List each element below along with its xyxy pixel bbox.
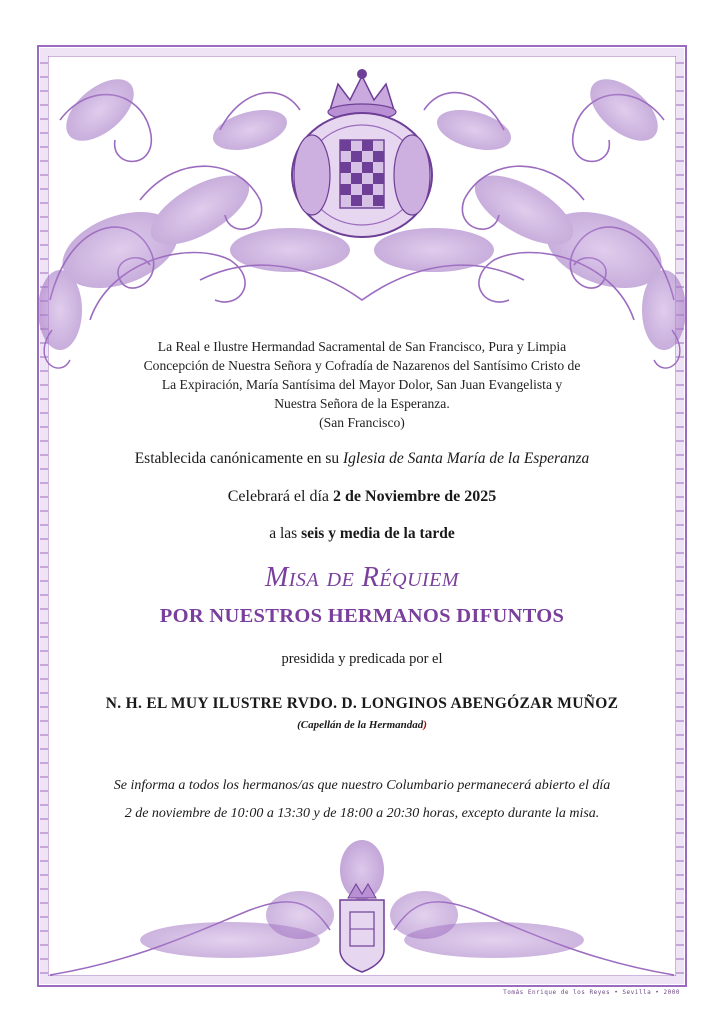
time-line [60, 525, 664, 543]
brotherhood-line: Nuestra Señora de la Esperanza. [274, 396, 450, 411]
small-crest-icon [340, 884, 384, 972]
mass-subtitle: POR NUESTROS HERMANOS DIFUNTOS [159, 605, 565, 627]
crown-icon [330, 76, 394, 110]
mass-title: Misa de Réquiem [264, 562, 460, 593]
columbarium-notice [60, 772, 664, 828]
artist-signature: Tomás Enrique de los Reyes • Sevilla • 2000 [503, 989, 680, 996]
top-scrollwork [50, 93, 674, 320]
time-prefix: a las [269, 525, 302, 542]
coat-of-arms-icon [292, 69, 432, 237]
top-leaf-fill [38, 67, 686, 350]
bottom-ornament [50, 840, 674, 975]
celebration-prefix: Celebrará el día [227, 488, 334, 505]
celebrant-role-text: (Capellán de la Hermandad [297, 719, 424, 731]
brotherhood-line: (San Francisco) [319, 415, 405, 430]
notice-line: 2 de noviembre de 10:00 a 13:30 y de 18:00 a 20:30 horas, excepto durante la misa. [124, 806, 600, 821]
celebration-date: 2 de Noviembre de 2025 [333, 488, 497, 505]
notice-line: Se informa a todos los hermanos/as que nuestro Columbario permanecerá abierto el día [113, 778, 611, 793]
time-value: seis y media de la tarde [301, 525, 455, 542]
presided-by-line: presidida y predicada por el [281, 651, 443, 667]
established-prefix: Establecida canónicamente en su [134, 450, 344, 467]
brotherhood-line: Concepción de Nuestra Señora y Cofradía de Nazarenos del Santísimo Cristo de [143, 358, 581, 373]
established-line [60, 450, 664, 468]
brotherhood-line: La Expiración, María Santísima del Mayor Dolor, San Juan Evangelista y [161, 377, 563, 392]
celebrant-role [60, 719, 664, 731]
church-name: Iglesia de Santa María de la Esperanza [343, 450, 590, 467]
brotherhood-line: La Real e Ilustre Hermandad Sacramental de San Francisco, Pura y Limpia [157, 339, 567, 354]
brotherhood-title [60, 337, 664, 432]
celebration-date-line [60, 488, 664, 506]
celebrant-name: N. H. EL MUY ILUSTRE RVDO. D. LONGINOS ABENGÓZAR MUÑOZ [105, 695, 619, 712]
celebrant-role-close: ) [423, 719, 427, 731]
frame-border [38, 46, 686, 986]
